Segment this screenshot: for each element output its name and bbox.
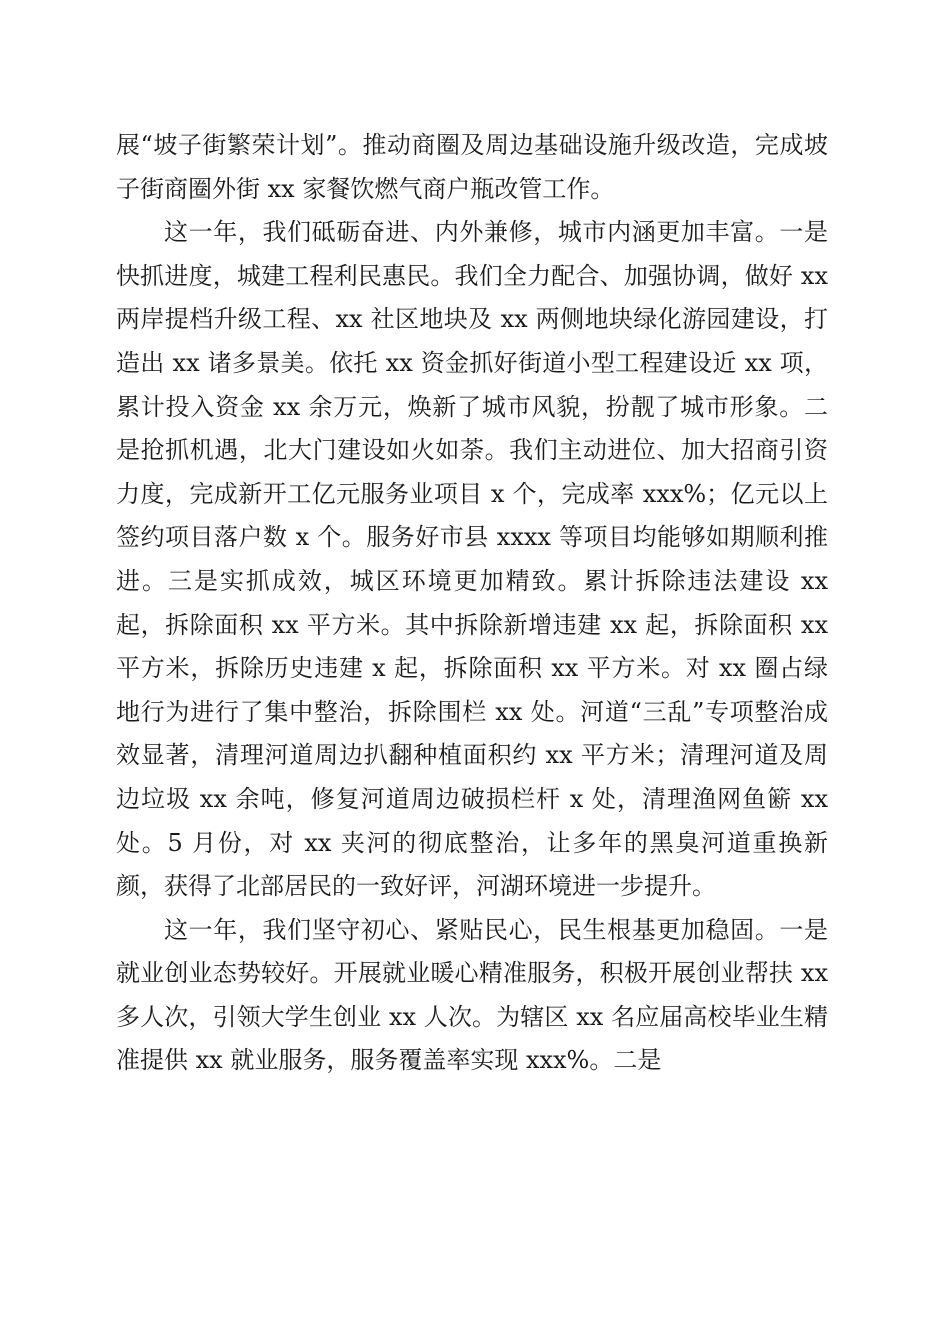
document-body bbox=[116, 124, 828, 1083]
paragraph-continuation: 展“坡子街繁荣计划”。推动商圈及周边基础设施升级改造，完成坡子街商圈外街 xx 家餐饮燃气商户瓶改管工作。 bbox=[116, 131, 828, 203]
paragraph-livelihood: 这一年，我们坚守初心、紧贴民心，民生根基更加稳固。一是就业创业态势较好。开展就业暖心精准服务，积极开展创业帮扶 xx 多人次，引领大学生创业 xx 人次。为辖区 xx 名应届高校毕业生精准提供 xx 就业服务，服务覆盖率实现 xxx%。二是 bbox=[116, 915, 828, 1075]
paragraph-urban-construction: 这一年，我们砥砺奋进、内外兼修，城市内涵更加丰富。一是快抓进度，城建工程利民惠民。我们全力配合、加强协调，做好 xx 两岸提档升级工程、xx 社区地块及 xx 两侧地块绿化游园建设，打造出 xx 诸多景美。依托 xx 资金抓好街道小型工程建设近 xx 项，累计投入资金 xx 余万元，焕新了城市风貌，扮靓了城市形象。二是抢抓机遇，北大门建设如火如荼。我们主动进位、加大招商引资力度，完成新开工亿元服务业项目 x 个，完成率 xxx%；亿元以上签约项目落户数 x 个。服务好市县 xxxx 等项目均能够如期顺利推进。三是实抓成效，城区环境更加精致。累计拆除违法建设 xx 起，拆除面积 xx 平方米。其中拆除新增违建 xx 起，拆除面积 xx 平方米，拆除历史违建 x 起，拆除面积 xx 平方米。对 xx 圈占绿地行为进行了集中整治，拆除围栏 xx 处。河道“三乱”专项整治成效显著，清理河道周边扒翻种植面积约 xx 平方米；清理河道及周边垃圾 xx 余吨，修复河道周边破损栏杆 x 处，清理渔网鱼簖 xx 处。5 月份，对 xx 夹河的彻底整治，让多年的黑臭河道重换新颜，获得了北部居民的一致好评，河湖环境进一步提升。 bbox=[116, 218, 828, 901]
